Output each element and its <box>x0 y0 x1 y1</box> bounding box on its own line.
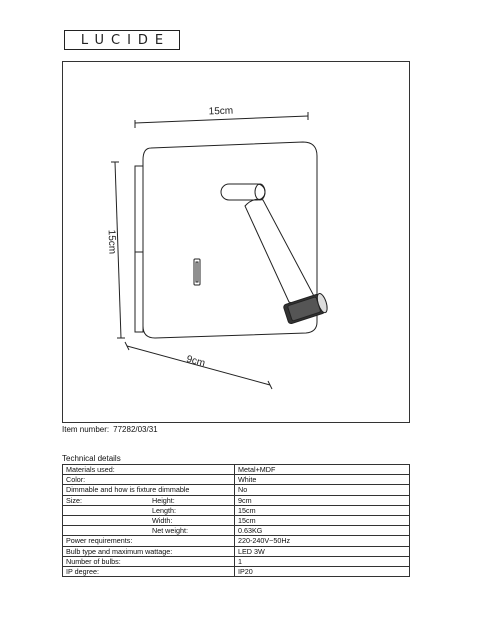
technical-details-table <box>62 464 410 577</box>
table-row <box>63 485 410 495</box>
table-row <box>63 536 410 546</box>
table-row <box>63 546 410 556</box>
brand-logo <box>64 30 180 50</box>
spec-key <box>66 526 152 535</box>
table-row <box>63 566 410 576</box>
spec-key-cell <box>63 536 235 546</box>
table-row <box>63 475 410 485</box>
spec-subkey: Net weight: <box>152 526 188 536</box>
table-row <box>63 526 410 536</box>
spec-key-cell <box>63 485 235 495</box>
switch-slot <box>194 259 200 285</box>
spec-value: No <box>235 485 410 495</box>
spec-key: Power requirements: <box>66 536 133 546</box>
spec-key-cell <box>63 465 235 475</box>
width-dimension-line <box>135 116 308 123</box>
item-number <box>62 425 158 434</box>
item-number-label: Item number: <box>62 425 110 434</box>
spec-value: 0.63KG <box>235 526 410 536</box>
spec-value: 15cm <box>235 505 410 515</box>
spec-key: Color: <box>66 475 86 485</box>
spec-value: IP20 <box>235 566 410 576</box>
item-number-value: 77282/03/31 <box>113 425 158 434</box>
height-dimension-label: 15cm <box>105 229 118 255</box>
spec-value: 15cm <box>235 515 410 525</box>
product-drawing <box>63 62 411 424</box>
spec-key-cell <box>63 475 235 485</box>
spec-value: 9cm <box>235 495 410 505</box>
spec-subkey: Height: <box>152 495 175 505</box>
spec-key-cell <box>63 505 235 515</box>
spec-subkey: Width: <box>152 516 173 526</box>
depth-dimension-label: 9cm <box>185 353 207 370</box>
spec-key <box>66 516 152 525</box>
spec-value: LED 3W <box>235 546 410 556</box>
spec-key-cell <box>63 495 235 505</box>
table-row <box>63 505 410 515</box>
spec-key <box>66 506 152 515</box>
spec-key: Dimmable and how is fixture dimmable <box>66 485 190 495</box>
spec-subkey: Length: <box>152 505 176 515</box>
spec-key: Materials used: <box>66 465 115 475</box>
spec-key: Bulb type and maximum wattage: <box>66 546 173 556</box>
spec-key-cell <box>63 515 235 525</box>
spec-key: Size: <box>66 495 82 505</box>
spec-value: 1 <box>235 556 410 566</box>
spec-key-cell <box>63 566 235 576</box>
spec-key-cell <box>63 556 235 566</box>
technical-details-title: Technical details <box>62 454 121 463</box>
spec-value: Metal+MDF <box>235 465 410 475</box>
spec-key: Number of bulbs: <box>66 556 121 566</box>
table-row <box>63 515 410 525</box>
table-row <box>63 495 410 505</box>
table-row <box>63 556 410 566</box>
spec-value: 220-240V~50Hz <box>235 536 410 546</box>
arm-pivot <box>221 184 265 200</box>
spec-key-cell <box>63 526 235 536</box>
back-plate <box>135 166 143 332</box>
spec-key-cell <box>63 546 235 556</box>
table-row <box>63 465 410 475</box>
reading-arm <box>245 199 315 304</box>
lamp-head <box>283 292 329 324</box>
width-dimension-label: 15cm <box>208 105 234 118</box>
logo-text: LUCIDE <box>80 32 171 48</box>
product-drawing-frame <box>62 61 410 423</box>
spec-key: IP degree: <box>66 566 100 576</box>
spec-value: White <box>235 475 410 485</box>
